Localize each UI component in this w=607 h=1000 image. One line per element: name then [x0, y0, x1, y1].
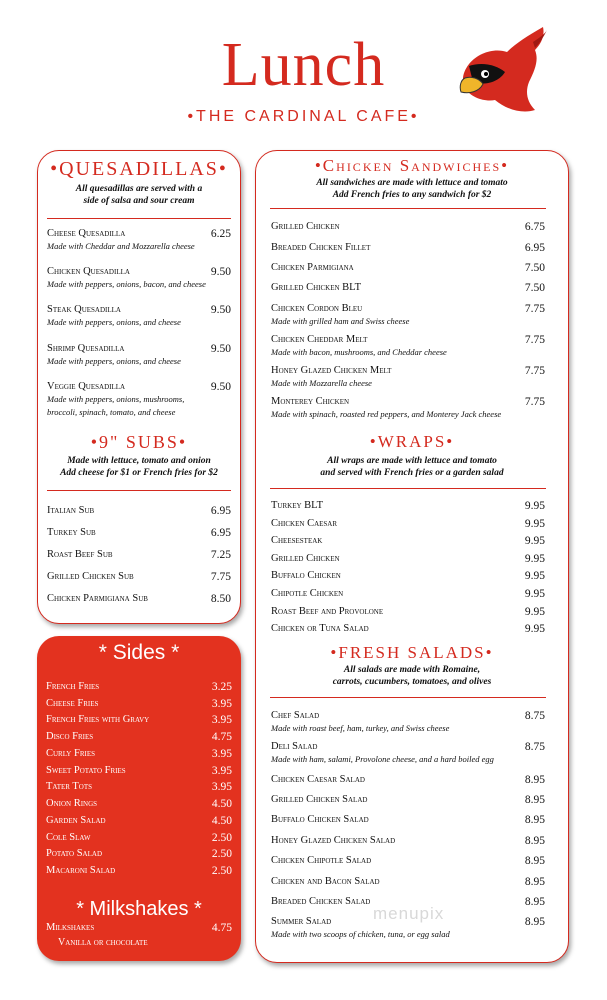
cafe-name: •THE CARDINAL CAFE• — [187, 108, 420, 125]
divider — [270, 208, 546, 209]
chicken-sandwiches-note: All sandwiches are made with lettuce and tomato Add French fries to any sandwich for $2 — [316, 178, 508, 200]
menu-item: Steak Quesadilla 9.50 — [47, 304, 231, 316]
subs-note: Made with lettuce, tomato and onion Add cheese for $1 or French fries for $2 — [60, 456, 218, 478]
menu-item: Chicken and Bacon Salad 8.95 — [271, 876, 545, 888]
menu-item: Deli Salad 8.75 — [271, 741, 545, 753]
menu-item: Chicken Caesar 9.95 — [271, 518, 545, 530]
divider — [47, 490, 231, 491]
menu-item: Onion Rings 4.50 — [46, 798, 232, 810]
menu-item: Grilled Chicken 9.95 — [271, 553, 545, 565]
menu-item: Breaded Chicken Salad 8.95 — [271, 896, 545, 908]
menu-item: Curly Fries 3.95 — [46, 748, 232, 760]
divider — [270, 697, 546, 698]
menu-item: Italian Sub 6.95 — [47, 505, 231, 517]
menu-item: Roast Beef and Provolone 9.95 — [271, 606, 545, 618]
menu-item: French Fries with Gravy 3.95 — [46, 714, 232, 726]
menu-item: Honey Glazed Chicken Salad 8.95 — [271, 835, 545, 847]
menu-item: Potato Salad 2.50 — [46, 848, 232, 860]
milkshakes-heading: * Milkshakes * — [76, 898, 202, 920]
divider — [47, 218, 231, 219]
menu-item: Grilled Chicken Sub 7.75 — [47, 571, 231, 583]
salads-heading: •FRESH SALADS• — [330, 643, 494, 662]
menu-item: Milkshakes 4.75 — [46, 922, 232, 934]
salads-note: All salads are made with Romaine, carrots, cucumbers, tomatoes, and olives — [332, 665, 492, 687]
divider — [270, 488, 546, 489]
menu-item: Veggie Quesadilla 9.50 — [47, 381, 231, 393]
menu-item: Chicken Cheddar Melt 7.75 — [271, 334, 545, 346]
menu-item: Chicken or Tuna Salad 9.95 — [271, 623, 545, 635]
item-description: broccoli, spinach, tomato, and cheese — [47, 407, 176, 417]
wraps-heading: •WRAPS• — [369, 432, 455, 451]
item-description: Made with Cheddar and Mozzarella cheese — [47, 241, 195, 251]
menu-item: Cole Slaw 2.50 — [46, 832, 232, 844]
menu-item: Buffalo Chicken Salad 8.95 — [271, 814, 545, 826]
item-description: Made with bacon, mushrooms, and Cheddar cheese — [271, 347, 447, 357]
item-description: Made with spinach, roasted red peppers, and Monterey Jack cheese — [271, 409, 502, 419]
page-title: Lunch — [221, 31, 386, 99]
menu-item: Garden Salad 4.50 — [46, 815, 232, 827]
item-description: Made with grilled ham and Swiss cheese — [271, 316, 410, 326]
chicken-sandwiches-heading: •Chicken Sandwiches• — [314, 156, 510, 175]
menu-item: Chicken Cordon Bleu 7.75 — [271, 303, 545, 315]
watermark: menupix — [373, 904, 445, 923]
menu-item: Chicken Parmigiana 7.50 — [271, 262, 545, 274]
menu-item: Macaroni Salad 2.50 — [46, 865, 232, 877]
cardinal-bird-logo — [455, 22, 550, 122]
menu-item: Grilled Chicken BLT 7.50 — [271, 282, 545, 294]
sides-heading: * Sides * — [98, 641, 180, 664]
menu-item: Monterey Chicken 7.75 — [271, 396, 545, 408]
quesadillas-note: All quesadillas are served with a side of salsa and sour cream — [75, 184, 203, 206]
item-description: Made with peppers, onions, and cheese — [47, 356, 181, 366]
menu-item: Chicken Parmigiana Sub 8.50 — [47, 593, 231, 605]
menu-item: Grilled Chicken 6.75 — [271, 221, 545, 233]
menu-item: Sweet Potato Fries 3.95 — [46, 765, 232, 777]
subs-heading: •9" SUBS• — [90, 432, 188, 452]
item-description: Made with roast beef, ham, turkey, and Swiss cheese — [271, 723, 450, 733]
menu-item: Cheese Quesadilla 6.25 — [47, 228, 231, 240]
item-description: Made with Mozzarella cheese — [271, 378, 372, 388]
menu-item: Chicken Chipotle Salad 8.95 — [271, 855, 545, 867]
item-description: Vanilla or chocolate — [58, 937, 148, 948]
menu-item: Chicken Quesadilla 9.50 — [47, 266, 231, 278]
menu-item: Turkey Sub 6.95 — [47, 527, 231, 539]
item-description: Made with ham, salami, Provolone cheese, and a hard boiled egg — [271, 754, 494, 764]
menu-item: Summer Salad 8.95 — [271, 916, 545, 928]
wraps-note: All wraps are made with lettuce and tomato and served with French fries or a garden salad — [320, 456, 504, 478]
menu-item: French Fries 3.25 — [46, 681, 232, 693]
menu-item: Disco Fries 4.75 — [46, 731, 232, 743]
menu-item: Breaded Chicken Fillet 6.95 — [271, 242, 545, 254]
menu-item: Cheese Fries 3.95 — [46, 698, 232, 710]
menu-item: Cheesesteak 9.95 — [271, 535, 545, 547]
quesadillas-heading: •QUESADILLAS• — [50, 158, 228, 180]
menu-item: Grilled Chicken Salad 8.95 — [271, 794, 545, 806]
menu-item: Buffalo Chicken 9.95 — [271, 570, 545, 582]
menu-item: Turkey BLT 9.95 — [271, 500, 545, 512]
menu-item: Chipotle Chicken 9.95 — [271, 588, 545, 600]
menu-item: Shrimp Quesadilla 9.50 — [47, 343, 231, 355]
menu-item: Chef Salad 8.75 — [271, 710, 545, 722]
item-description: Made with two scoops of chicken, tuna, or egg salad — [271, 929, 450, 939]
item-description: Made with peppers, onions, and cheese — [47, 317, 181, 327]
menu-item: Chicken Caesar Salad 8.95 — [271, 774, 545, 786]
item-description: Made with peppers, onions, bacon, and cheese — [47, 279, 206, 289]
menu-item: Honey Glazed Chicken Melt 7.75 — [271, 365, 545, 377]
item-description: Made with peppers, onions, mushrooms, — [47, 394, 185, 404]
menu-item: Roast Beef Sub 7.25 — [47, 549, 231, 561]
menu-item: Tater Tots 3.95 — [46, 781, 232, 793]
